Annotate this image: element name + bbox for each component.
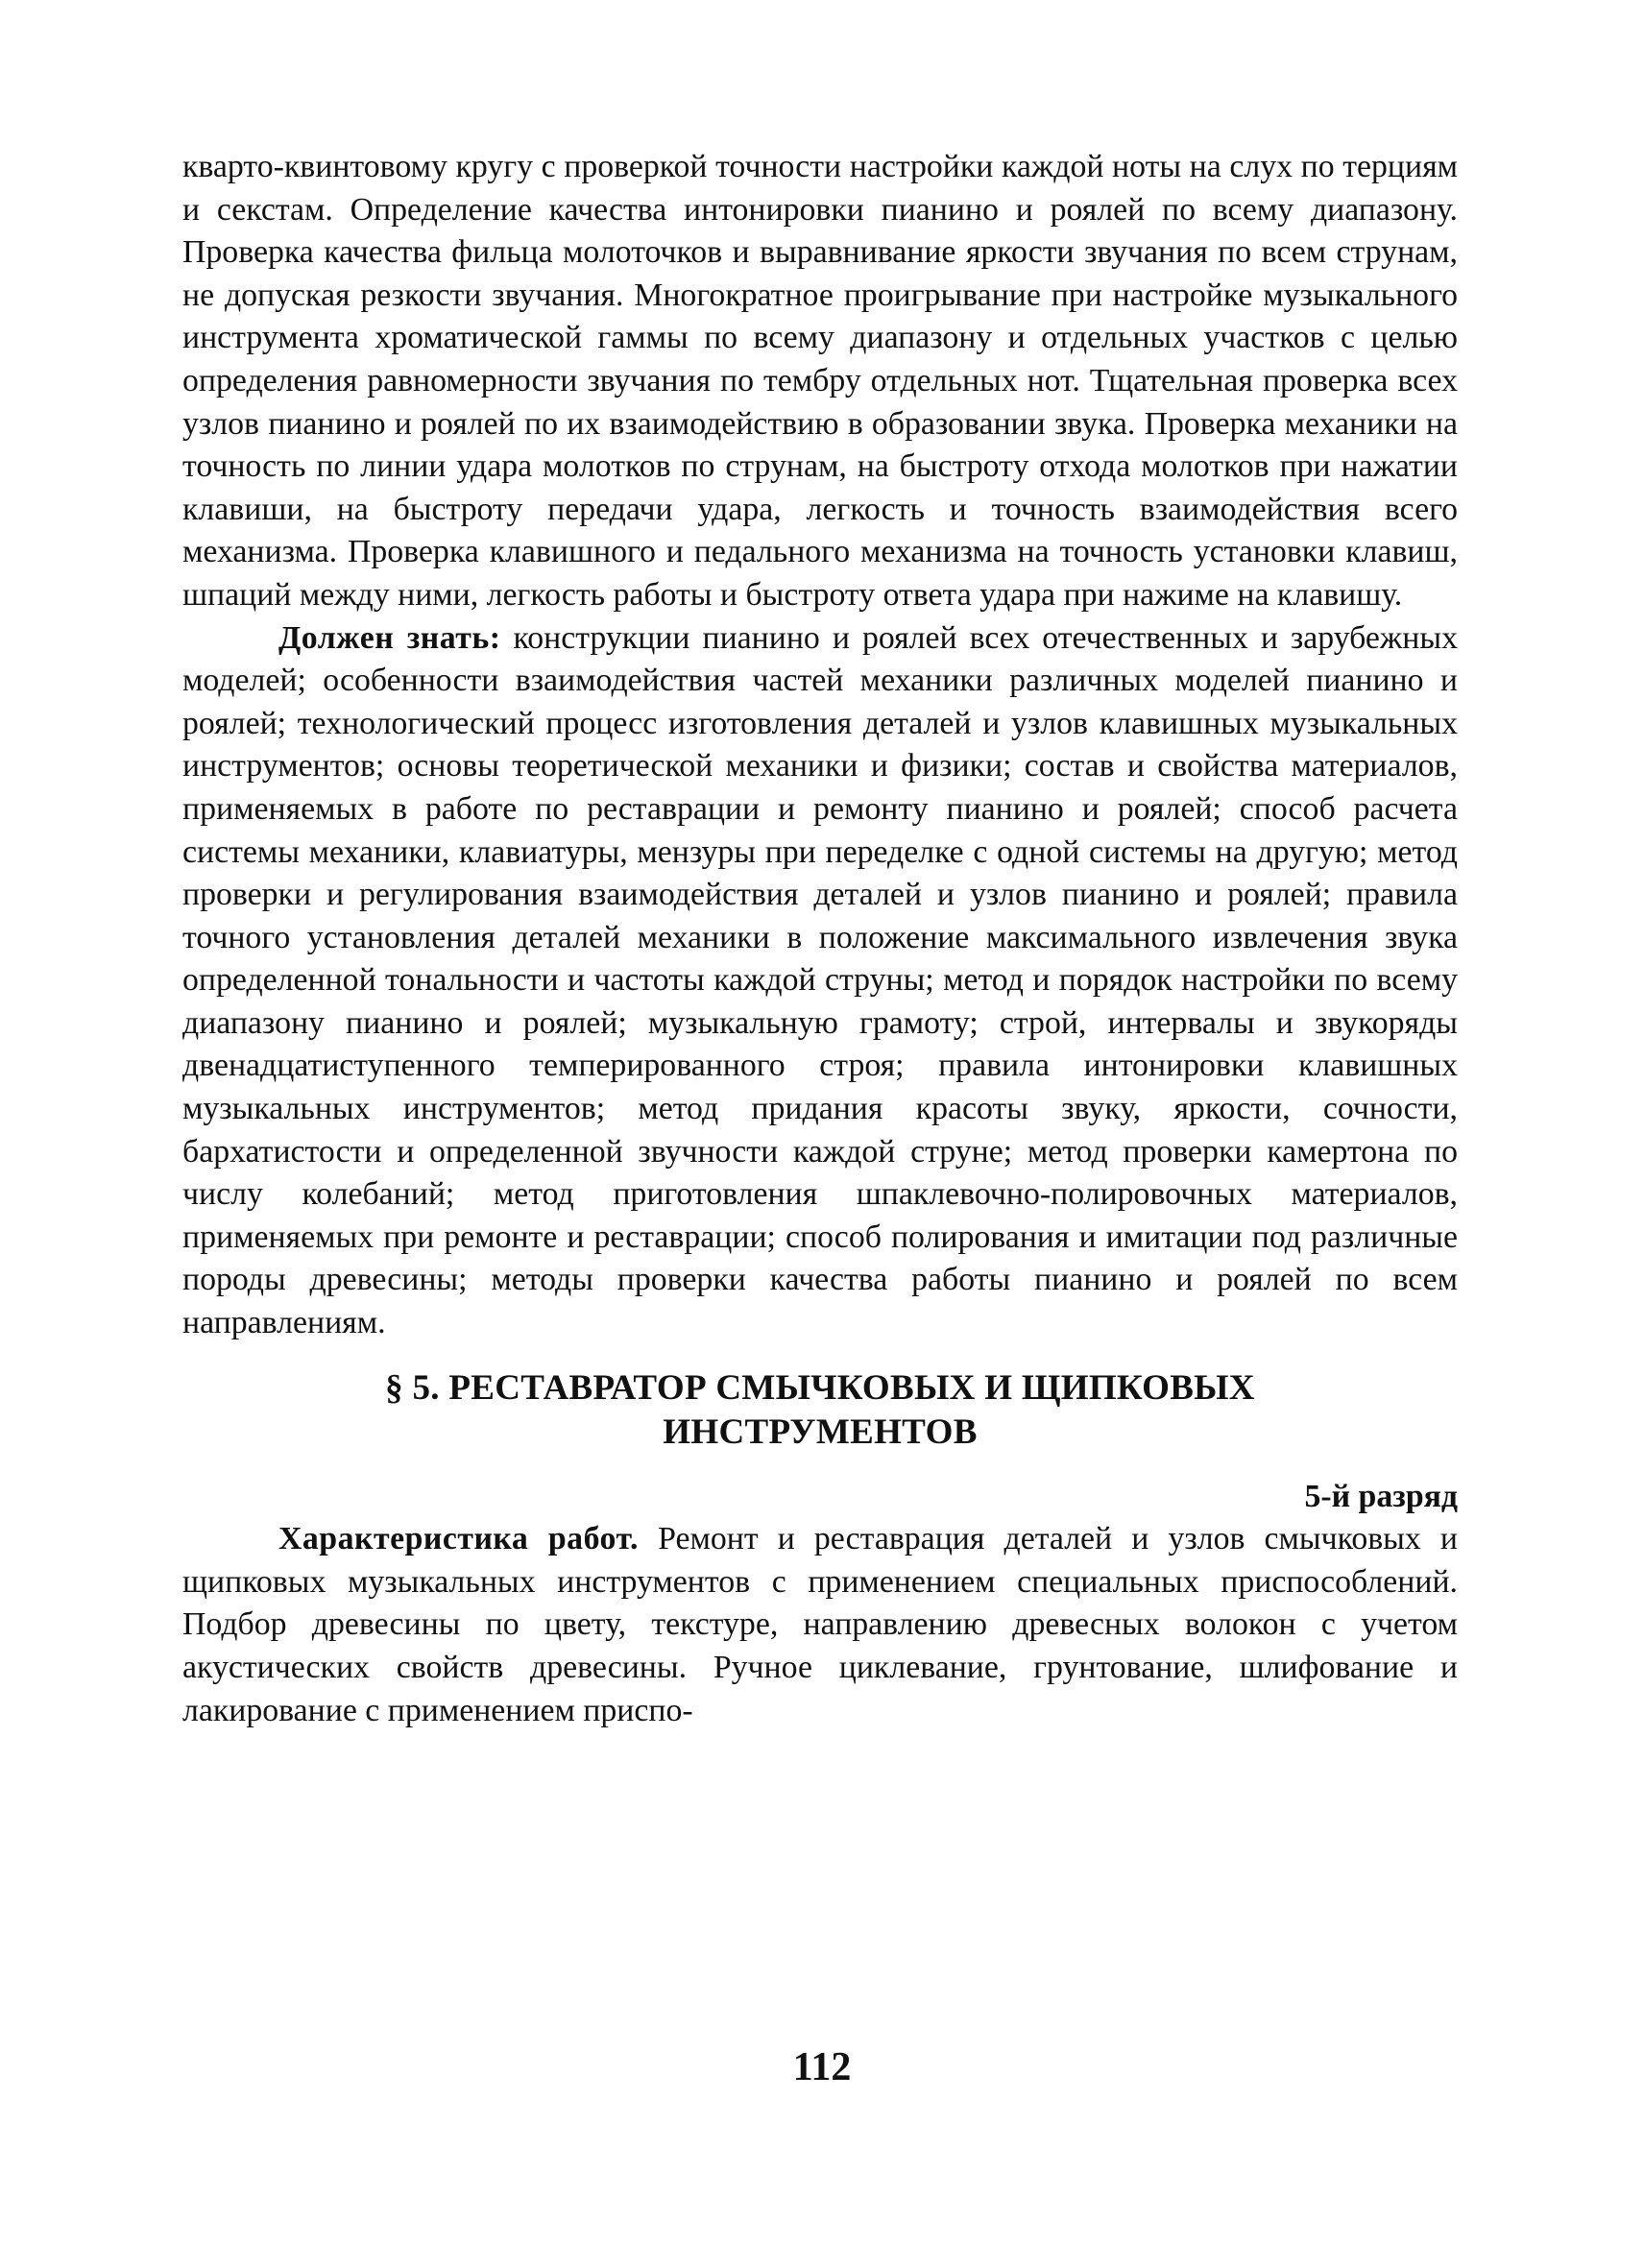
page-body [182, 146, 1458, 1732]
paragraph-text-work-description: Ремонт и реставрация деталей и узлов смычковых и щипковых музыкальных инструментов с применением специальных приспособлений. Подбор древесины по цвету, текстуре, направлению древесных волокон с учетом акустических свойств древесины. Ручное циклевание, грунтование, шлифование и лакирование с применением приспо- [182, 1521, 1458, 1728]
body-paragraph-requirements [182, 617, 1458, 1345]
section-heading-line-1: § 5. РЕСТАВРАТОР СМЫЧКОВЫХ И ЩИПКОВЫХ [385, 1367, 1255, 1408]
section-heading-line-2: ИНСТРУМЕНТОВ [663, 1411, 978, 1452]
paragraph-text-must-know: конструкции пианино и роялей всех отечественных и зарубежных моделей; особенности взаимодействия частей механики различных моделей пианино и роялей; технологический процесс изготовления деталей и узлов клавишных музыкальных инструментов; основы теоретической механики и физики; состав и свойства материалов, применяемых в работе по реставрации и ремонту пианино и роялей; способ расчета системы механики, клавиатуры, мензуры при переделке с одной системы на другую; метод проверки и регулирования взаимодействия деталей и узлов пианино и роялей; правила точного установления деталей механики в положение максимального извлечения звука определенной тональности и частоты каждой струны; метод и порядок настройки по всему диапазону пианино и роялей; музыкальную грамоту; строй, интервалы и звукоряды двенадцатиступенного темперированного строя; правила интонировки клавишных музыкальных инструментов; метод придания красоты звуку, яркости, сочности, бархатистости и определенной звучности каждой струне; метод проверки камертона по числу колебаний; метод приготовления шпаклевочно-полировочных материалов, применяемых при ремонте и реставрации; способ полирования и имитации под различные породы древесины; методы проверки качества работы пианино и роялей по всем направлениям. [182, 619, 1458, 1341]
grade-label: 5-й разряд [1304, 1478, 1458, 1514]
page-number: 112 [792, 2045, 852, 2089]
body-paragraph-continuation: кварто-квинтовому кругу с проверкой точности настройки каждой ноты на слух по терциям и секстам. Определение качества интонировки пианино и роялей по всему диапазону. Проверка качества фильца молоточков и выравнивание яркости звучания по всем струнам, не допуская резкости звучания. Многократное проигрывание при настройке музыкального инструмента хроматической гаммы по всему диапазону и отдельных участков с целью определения равномерности звучания по тембру отдельных нот. Тщательная проверка всех узлов пианино и роялей по их взаимодействию в образовании звука. Проверка механики на точность по линии удара молотков по струнам, на быстроту отхода молотков при нажатии клавиши, на быстроту передачи удара, легкость и точность взаимодействия всего механизма. Проверка клавишного и педального механизма на точность установки клавиш, шпаций между ними, легкость работы и быстроту ответа удара при нажиме на клавишу. [182, 149, 1458, 613]
section-heading [182, 1366, 1458, 1455]
body-paragraph-work-description [182, 1518, 1458, 1732]
paragraph-lead-work-description: Характеристика работ. [278, 1521, 639, 1557]
paragraph-lead-must-know: Должен знать: [278, 619, 501, 656]
